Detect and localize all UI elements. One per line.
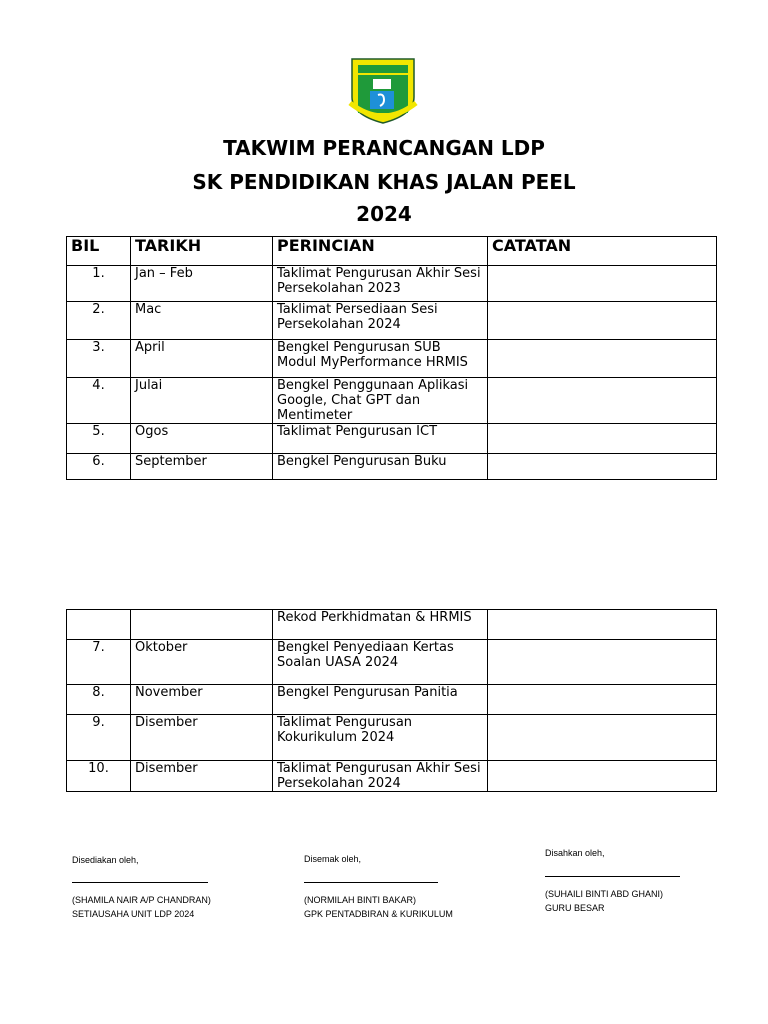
cell-perincian: Taklimat Pengurusan Akhir Sesi Persekolahan 2023: [273, 266, 488, 302]
table-row: [67, 378, 717, 424]
table-row: [67, 302, 717, 340]
signature-approved: [545, 846, 605, 860]
cell-tarikh: Disember: [131, 761, 273, 792]
cell-tarikh: Ogos: [131, 424, 273, 454]
cell-tarikh: September: [131, 454, 273, 480]
cell-perincian: Bengkel Penggunaan Aplikasi Google, Chat GPT dan Mentimeter: [273, 378, 488, 424]
cell-catatan: [488, 454, 717, 480]
cell-bil: [67, 610, 131, 640]
cell-perincian: Taklimat Persediaan Sesi Persekolahan 2024: [273, 302, 488, 340]
cell-bil: 5.: [67, 424, 131, 454]
cell-perincian: Rekod Perkhidmatan & HRMIS: [273, 610, 488, 640]
approved-role: GURU BESAR: [545, 903, 605, 913]
cell-bil: 4.: [67, 378, 131, 424]
cell-tarikh: Jan – Feb: [131, 266, 273, 302]
cell-catatan: [488, 302, 717, 340]
header-perincian: PERINCIAN: [273, 237, 488, 266]
signature-checked: [304, 852, 361, 866]
page-title-line-1: TAKWIM PERANCANGAN LDP: [223, 136, 545, 160]
schedule-table: [66, 236, 717, 480]
approved-label: Disahkan oleh,: [545, 848, 605, 858]
cell-bil: 10.: [67, 761, 131, 792]
cell-bil: 6.: [67, 454, 131, 480]
table-row: [67, 610, 717, 640]
schedule-table-continued: [66, 609, 717, 792]
signature-checked-details: [304, 893, 453, 921]
cell-perincian: Taklimat Pengurusan ICT: [273, 424, 488, 454]
cell-bil: 7.: [67, 640, 131, 685]
cell-bil: 1.: [67, 266, 131, 302]
cell-perincian: Bengkel Pengurusan Panitia: [273, 685, 488, 715]
header-tarikh: TARIKH: [131, 237, 273, 266]
approved-signature-line: [545, 876, 680, 877]
table-row: [67, 266, 717, 302]
approved-name: (SUHAILI BINTI ABD GHANI): [545, 889, 664, 899]
table-row: [67, 761, 717, 792]
cell-tarikh: Mac: [131, 302, 273, 340]
signature-prepared-details: [72, 893, 211, 921]
cell-tarikh: [131, 610, 273, 640]
page-title-line-2: SK PENDIDIKAN KHAS JALAN PEEL: [192, 170, 576, 194]
cell-catatan: [488, 266, 717, 302]
cell-tarikh: Julai: [131, 378, 273, 424]
signature-approved-details: [545, 887, 663, 915]
cell-bil: 9.: [67, 715, 131, 761]
cell-catatan: [488, 424, 717, 454]
cell-tarikh: November: [131, 685, 273, 715]
table-row: [67, 454, 717, 480]
table-row: [67, 685, 717, 715]
cell-tarikh: April: [131, 340, 273, 378]
prepared-signature-line: [72, 882, 208, 883]
cell-catatan: [488, 378, 717, 424]
header-catatan: CATATAN: [488, 237, 717, 266]
cell-perincian: Taklimat Pengurusan Kokurikulum 2024: [273, 715, 488, 761]
cell-bil: 8.: [67, 685, 131, 715]
cell-catatan: [488, 610, 717, 640]
checked-role: GPK PENTADBIRAN & KURIKULUM: [304, 909, 453, 919]
cell-perincian: Taklimat Pengurusan Akhir Sesi Persekolahan 2024: [273, 761, 488, 792]
cell-catatan: [488, 715, 717, 761]
cell-tarikh: Oktober: [131, 640, 273, 685]
cell-catatan: [488, 685, 717, 715]
cell-tarikh: Disember: [131, 715, 273, 761]
prepared-label: Disediakan oleh,: [72, 855, 139, 865]
cell-perincian: Bengkel Penyediaan Kertas Soalan UASA 2024: [273, 640, 488, 685]
cell-perincian: Bengkel Pengurusan SUB Modul MyPerformance HRMIS: [273, 340, 488, 378]
checked-name: (NORMILAH BINTI BAKAR): [304, 895, 417, 905]
table-row: [67, 424, 717, 454]
cell-catatan: [488, 640, 717, 685]
prepared-role: SETIAUSAHA UNIT LDP 2024: [72, 909, 195, 919]
cell-perincian: Bengkel Pengurusan Buku: [273, 454, 488, 480]
table-row: [67, 715, 717, 761]
cell-bil: 3.: [67, 340, 131, 378]
header-bil: BIL: [67, 237, 131, 266]
school-crest-logo: [348, 57, 418, 127]
checked-label: Disemak oleh,: [304, 854, 362, 864]
checked-signature-line: [304, 882, 438, 883]
table-row: [67, 640, 717, 685]
signature-prepared: [72, 853, 139, 867]
cell-bil: 2.: [67, 302, 131, 340]
cell-catatan: [488, 340, 717, 378]
page-title-year: 2024: [356, 202, 412, 226]
prepared-name: (SHAMILA NAIR A/P CHANDRAN): [72, 895, 211, 905]
cell-catatan: [488, 761, 717, 792]
table-row: [67, 340, 717, 378]
